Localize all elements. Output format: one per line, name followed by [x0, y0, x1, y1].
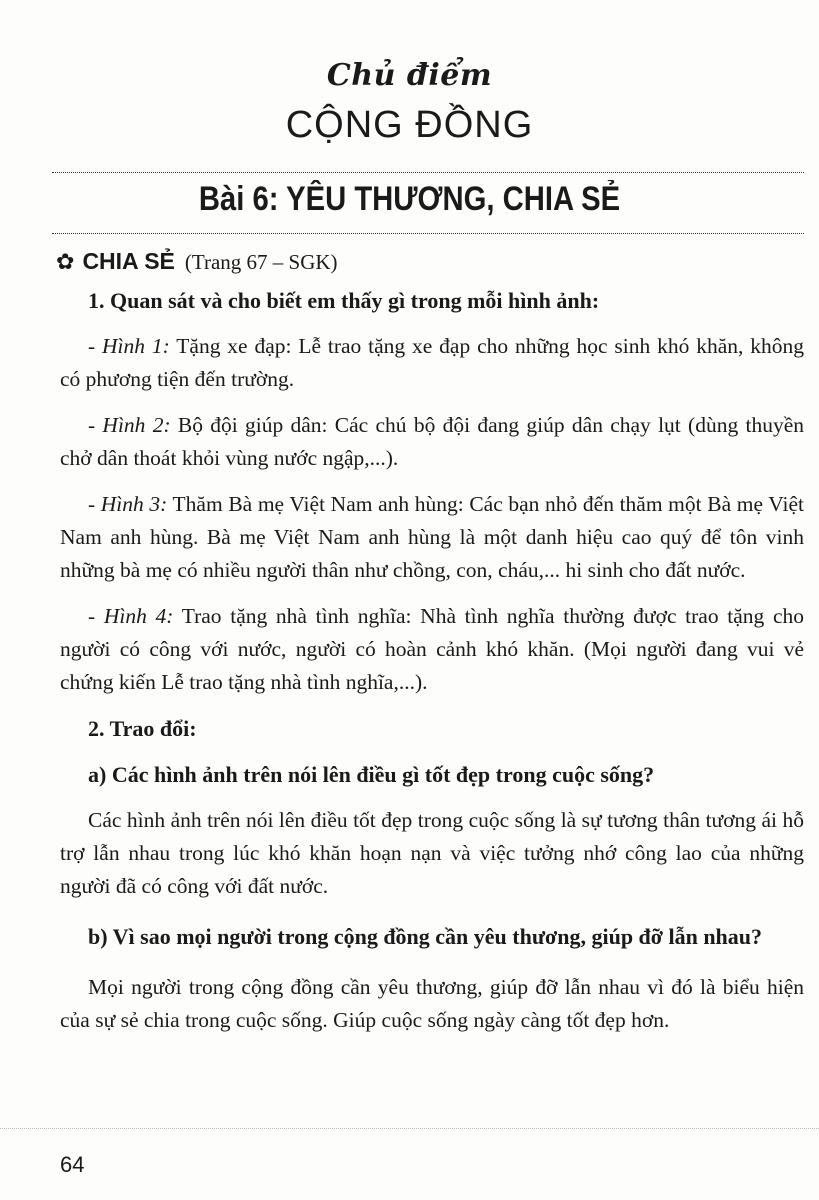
section-reference: (Trang 67 – SGK): [184, 250, 338, 274]
footer-divider: [0, 1128, 819, 1129]
theme-title: CỘNG ĐỒNG: [285, 104, 534, 146]
page-number: 64: [60, 1152, 85, 1177]
question-2: 2. Trao đổi:: [88, 716, 197, 741]
answer-2b: Mọi người trong cộng đồng cần yêu thương, giúp đỡ lẫn nhau vì đó là biểu hiện của sự sẻ chia trong cuộc sống. Giúp cuộc sống ngày càng tốt đẹp hơn.: [60, 975, 804, 1032]
divider-top: [52, 172, 804, 173]
section-heading: [56, 246, 338, 277]
answer-2a: Các hình ảnh trên nói lên điều tốt đẹp trong cuộc sống là sự tương thân tương ái hỗ trợ lẫn nhau trong lúc khó khăn hoạn nạn và việc tưởng nhớ công lao của những người đã có công với đất nước.: [60, 808, 804, 898]
question-2b: b) Vì sao mọi người trong cộng đồng cần yêu thương, giúp đỡ lẫn nhau?: [88, 924, 763, 949]
item-label: - Hình 3:: [88, 492, 168, 516]
divider-bottom: [52, 233, 804, 234]
item-label: - Hình 4:: [88, 604, 174, 628]
item-text: Thăm Bà mẹ Việt Nam anh hùng: Các bạn nhỏ đến thăm một Bà mẹ Việt Nam anh hùng. Bà mẹ Việt Nam anh hùng là một danh hiệu cao quý để tôn vinh những bà mẹ có nhiều người thân như chồng, con, cháu,... hi sinh cho đất nước.: [60, 492, 804, 582]
flower-bullet-icon: ✿: [56, 249, 75, 274]
answer-item-2: [60, 409, 804, 475]
answer-item-4: [60, 600, 804, 699]
item-text: Tặng xe đạp: Lễ trao tặng xe đạp cho những học sinh khó khăn, không có phương tiện đến trường.: [60, 334, 804, 391]
answer-item-3: [60, 488, 804, 587]
lesson-body: [60, 284, 804, 1050]
section-title: CHIA SẺ: [82, 248, 175, 274]
item-text: Bộ đội giúp dân: Các chú bộ đội đang giúp dân chạy lụt (dùng thuyền chở dân thoát khỏi vùng nước ngập,...).: [60, 413, 804, 470]
answer-item-1: [60, 330, 804, 396]
question-1: 1. Quan sát và cho biết em thấy gì trong mỗi hình ảnh:: [88, 288, 600, 313]
item-label: - Hình 1:: [88, 334, 170, 358]
question-2a: a) Các hình ảnh trên nói lên điều gì tốt đẹp trong cuộc sống?: [88, 762, 655, 787]
lesson-title: Bài 6: YÊU THƯƠNG, CHIA SẺ: [198, 180, 621, 218]
theme-label: Chủ điểm: [326, 58, 493, 93]
item-text: Trao tặng nhà tình nghĩa: Nhà tình nghĩa thường được trao tặng cho người có công với nước, người có hoàn cảnh khó khăn. (Mọi người đang vui vẻ chứng kiến Lễ trao tặng nhà tình nghĩa,...).: [60, 604, 805, 694]
item-label: - Hình 2:: [88, 413, 171, 437]
